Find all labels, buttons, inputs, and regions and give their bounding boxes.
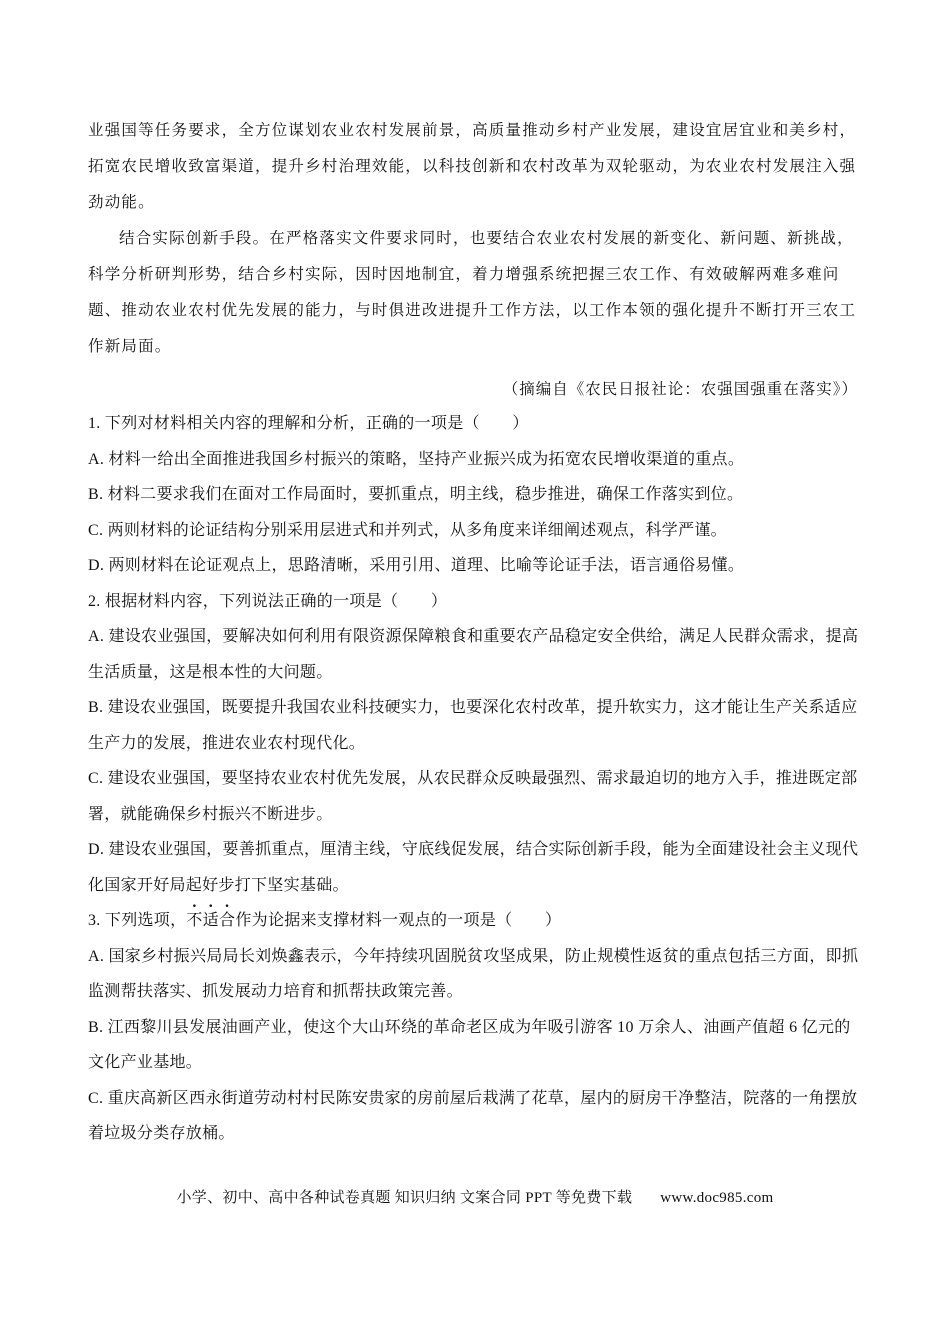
question-1-option-c: C. 两则材料的论证结构分别采用层进式和并列式，从多角度来详细阐述观点，科学严谨。 [88, 521, 727, 539]
footer-text: 小学、初中、高中各种试卷真题 知识归纳 文案合同 PPT 等免费下载 [176, 1190, 633, 1206]
reading-passage [88, 112, 860, 364]
passage-paragraph-1: 业强国等任务要求，全方位谋划农业农村发展前景，高质量推动乡村产业发展，建设宜居宜业和美乡村，拓宽农民增收致富渠道，提升乡村治理效能，以科技创新和农村改革为双轮驱动，为农业农村发展注入强劲动能。 [88, 121, 857, 211]
question-list [88, 406, 862, 1152]
footer-site-link[interactable]: www.doc985.com [660, 1190, 774, 1206]
question-3-stem [88, 903, 862, 939]
passage-source: （摘编自《农民日报社论：农强国强重在落实》） [502, 380, 858, 398]
question-2-option-b: B. 建设农业强国，既要提升我国农业科技硬实力，也要深化农村改革，提升软实力，这才能让生产关系适应生产力的发展，推进农业农村现代化。 [88, 699, 858, 752]
question-3-stem-prefix: 3. 下列选项， [88, 912, 187, 929]
question-3-option-c: C. 重庆高新区西永街道劳动村村民陈安贵家的房前屋后栽满了花草，屋内的厨房干净整洁，院落的一角摆放着垃圾分类存放桶。 [88, 1089, 858, 1142]
question-1-option-b: B. 材料二要求我们在面对工作局面时，要抓重点，明主线，稳步推进，确保工作落实到位。 [88, 486, 744, 503]
question-3-option-b: B. 江西黎川县发展油画产业，使这个大山环绕的革命老区成为年吸引游客 10 万余人、油画产值超 6 亿元的文化产业基地。 [88, 1018, 851, 1071]
question-2-stem: 2. 根据材料内容，下列说法正确的一项是（ ） [88, 592, 448, 610]
page-footer [0, 1186, 950, 1207]
question-3-stem-suffix: 作为论据来支撑材料一观点的一项是（ ） [235, 912, 562, 929]
question-1-option-d: D. 两则材料在论证观点上，思路清晰，采用引用、道理、比喻等论证手法，语言通俗易懂。 [88, 557, 745, 574]
question-3-option-a: A. 国家乡村振兴局局长刘焕鑫表示，今年持续巩固脱贫攻坚成果，防止规模性返贫的重点包括三方面，即抓监测帮扶落实、抓发展动力培育和抓帮扶政策完善。 [88, 947, 859, 1000]
question-1-option-a: A. 材料一给出全面推进我国乡村振兴的策略，坚持产业振兴成为拓宽农民增收渠道的重点。 [88, 450, 745, 468]
question-2-option-a: A. 建设农业强国，要解决如何利用有限资源保障粮食和重要农产品稳定安全供给，满足人民群众需求，提高生活质量，这是根本性的大问题。 [88, 628, 859, 681]
question-2-option-d: D. 建设农业强国，要善抓重点，厘清主线，守底线促发展，结合实际创新手段，能为全面建设社会主义现代化国家开好局起好步打下坚实基础。 [88, 841, 859, 894]
emphasis-char-3: 合 [219, 912, 236, 929]
question-1-stem: 1. 下列对材料相关内容的理解和分析，正确的一项是（ ） [88, 415, 529, 432]
passage-paragraph-2: 结合实际创新手段。在严格落实文件要求同时，也要结合农业农村发展的新变化、新问题、新挑战，科学分析研判形势，结合乡村实际，因时因地制宜，着力增强系统把握三农工作、有效破解两难多难问题、推动农业农村优先发展的能力，与时俱进改进提升工作方法，以工作本领的强化提升不断打开三农工作新局面。 [88, 229, 857, 355]
emphasis-char-2: 适 [202, 912, 220, 929]
emphasis-char-1: 不 [186, 912, 203, 929]
question-2-option-c: C. 建设农业强国，要坚持农业农村优先发展，从农民群众反映最强烈、需求最迫切的地方入手，推进既定部署，就能确保乡村振兴不断进步。 [88, 770, 858, 823]
